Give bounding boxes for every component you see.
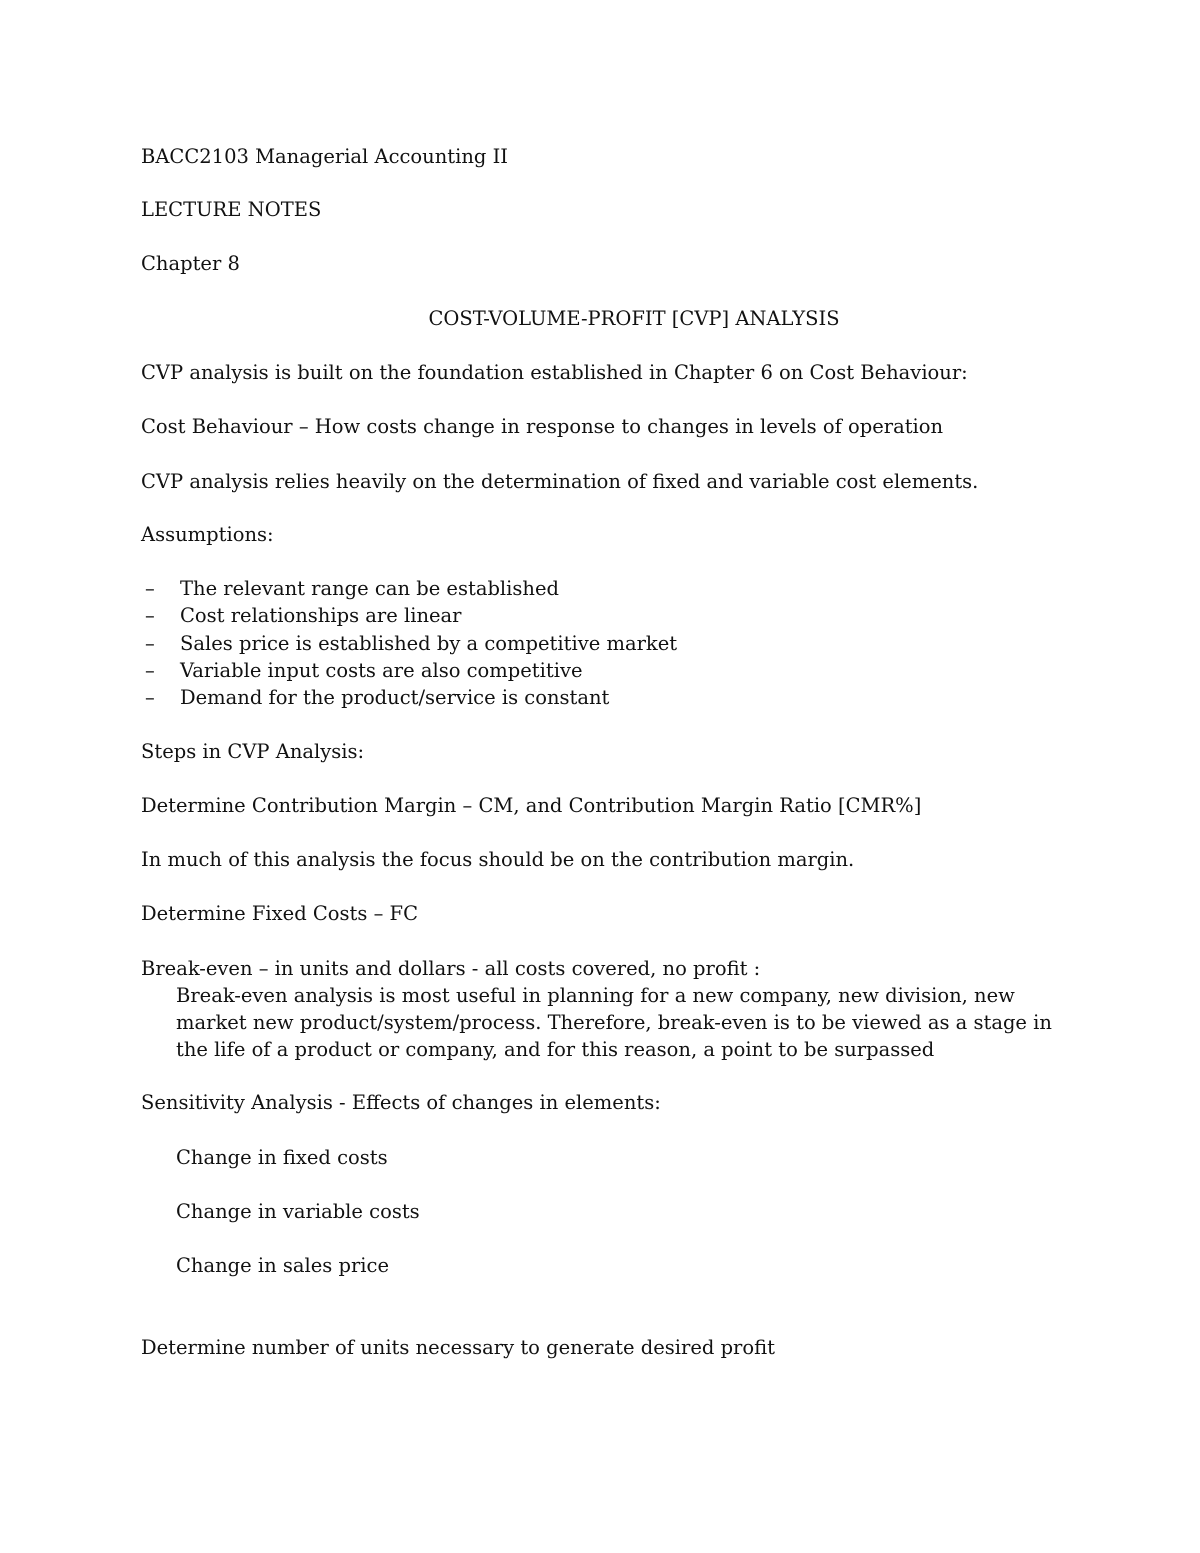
step-contribution-margin: Determine Contribution Margin – CM, and Contribution Margin Ratio [CMR%] <box>141 794 922 817</box>
list-item: The relevant range can be established <box>180 577 559 600</box>
dash-bullet: – <box>145 632 155 655</box>
page-title: COST-VOLUME-PROFIT [CVP] ANALYSIS <box>428 307 840 330</box>
detail-line: Break-even analysis is most useful in planning for a new company, new division, new <box>176 984 1015 1007</box>
detail-line: the life of a product or company, and for this reason, a point to be surpassed <box>176 1038 935 1061</box>
cost-behaviour-definition: Cost Behaviour – How costs change in response to changes in levels of operation <box>141 415 944 438</box>
list-item: Variable input costs are also competitive <box>180 659 583 682</box>
final-step: Determine number of units necessary to generate desired profit <box>141 1336 775 1359</box>
step-break-even: Break-even – in units and dollars - all costs covered, no profit : <box>141 957 761 980</box>
list-item: Cost relationships are linear <box>180 604 462 627</box>
sensitivity-heading: Sensitivity Analysis - Effects of changes in elements: <box>141 1091 661 1114</box>
step-fixed-costs: Determine Fixed Costs – FC <box>141 902 418 925</box>
document-type: LECTURE NOTES <box>141 198 322 221</box>
dash-bullet: – <box>145 604 155 627</box>
list-item: Sales price is established by a competitive market <box>180 632 678 655</box>
list-item: Demand for the product/service is constant <box>180 686 610 709</box>
list-item: Change in variable costs <box>176 1200 420 1223</box>
steps-heading: Steps in CVP Analysis: <box>141 740 365 763</box>
detail-line: market new product/system/process. Therefore, break-even is to be viewed as a stage in <box>176 1011 1052 1034</box>
intro-paragraph: CVP analysis relies heavily on the determination of fixed and variable cost elements. <box>141 470 979 493</box>
course-title: BACC2103 Managerial Accounting II <box>141 145 508 168</box>
chapter-label: Chapter 8 <box>141 252 240 275</box>
dash-bullet: – <box>145 686 155 709</box>
assumptions-heading: Assumptions: <box>141 523 274 546</box>
focus-note: In much of this analysis the focus should be on the contribution margin. <box>141 848 855 871</box>
list-item: Change in sales price <box>176 1254 389 1277</box>
dash-bullet: – <box>145 577 155 600</box>
list-item: Change in fixed costs <box>176 1146 388 1169</box>
intro-paragraph: CVP analysis is built on the foundation established in Chapter 6 on Cost Behaviour: <box>141 361 968 384</box>
dash-bullet: – <box>145 659 155 682</box>
